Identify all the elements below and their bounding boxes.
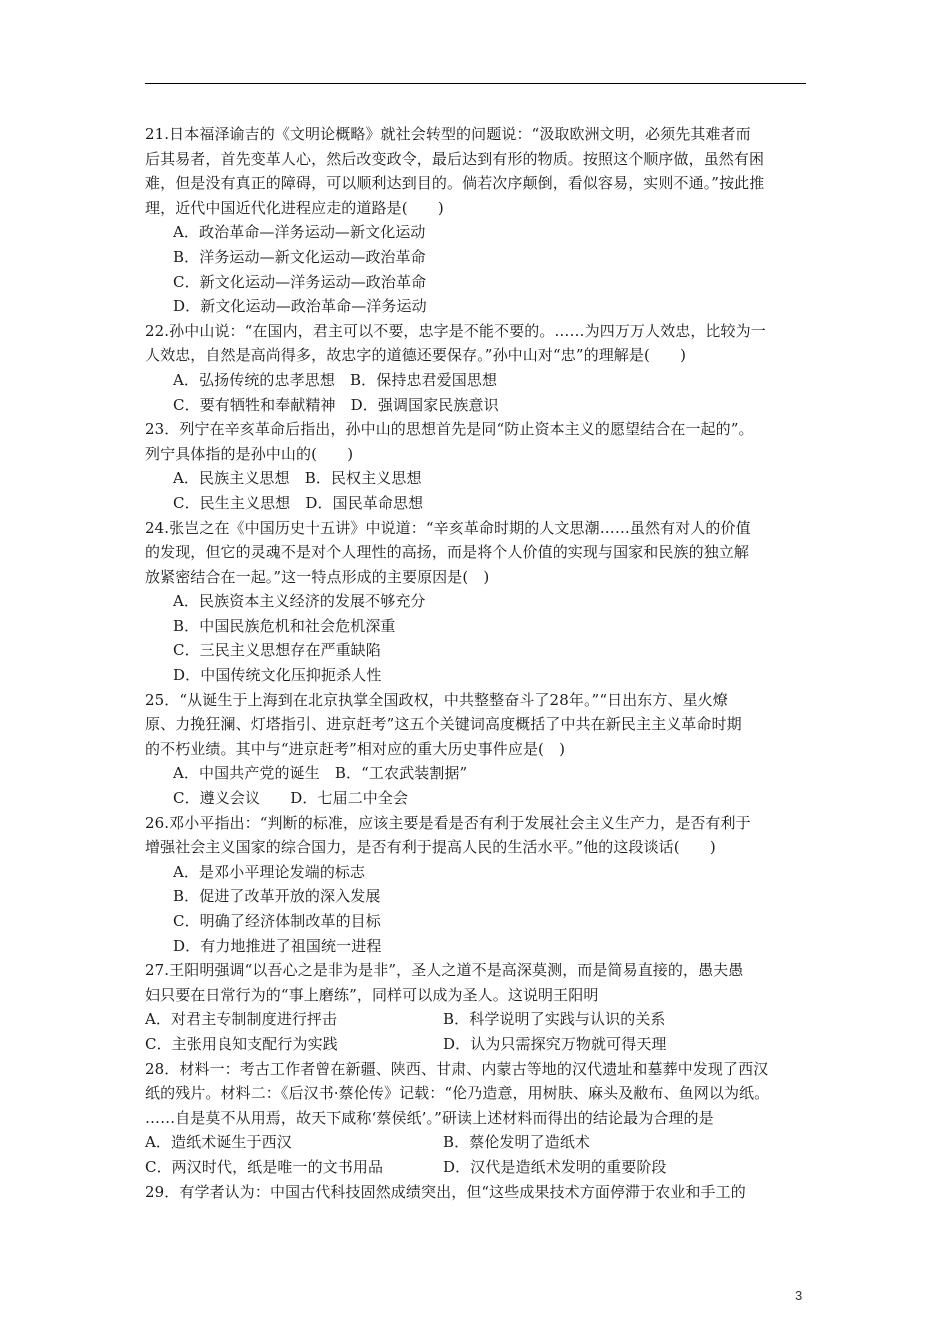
option-row: A．弘扬传统的忠孝思想 B．保持忠君爱国思想 [173, 370, 498, 389]
question-23 [145, 417, 809, 515]
option-c: C．明确了经济体制改革的目标 [173, 912, 381, 930]
option-c: C．主张用良知支配行为实践 [145, 1034, 338, 1053]
question-29 [145, 1180, 809, 1205]
option-a: A．政治革命—洋务运动—新文化运动 [173, 223, 426, 242]
option-d: D．有力地推进了祖国统一进程 [173, 936, 382, 955]
question-stem-line: 理，近代中国近代化进程应走的道路是( ) [145, 198, 444, 217]
question-stem-line: 22.孙中山说：“在国内，君主可以不要，忠字是不能不要的。……为四万万人效忠，比较为一 [145, 321, 766, 340]
option-a: A．民族资本主义经济的发展不够充分 [173, 592, 426, 611]
option-row: A．中国共产党的诞生 B．“工农武装割据” [173, 764, 468, 783]
option-row [145, 1130, 809, 1155]
question-stem-line: 的发现，但它的灵魂不是对个人理性的高扬，而是将个人价值的实现与国家和民族的独立解 [145, 543, 750, 562]
question-stem-line: 人效忠，自然是高尚得多，故忠字的道德还要保存。”孙中山对“忠”的理解是( ) [145, 346, 687, 365]
question-stem-line: 29．有学者认为：中国古代科技固然成绩突出，但“这些成果技术方面停滞于农业和手工的 [145, 1182, 746, 1201]
question-list [145, 122, 809, 1204]
question-stem-line: 27.王阳明强调“以吾心之是非为是非”，圣人之道不是高深莫测，而是简易直接的，愚夫愚 [145, 961, 744, 980]
option-d: D．汉代是造纸术发明的重要阶段 [443, 1157, 667, 1176]
question-stem-line: 放紧密结合在一起。”这一特点形成的主要原因是( ) [145, 567, 490, 586]
question-22 [145, 319, 809, 417]
option-d: D．新文化运动—政治革命—洋务运动 [173, 297, 427, 316]
page-number: 3 [795, 1288, 803, 1303]
option-c: C．三民主义思想存在严重缺陷 [173, 641, 381, 660]
option-row [145, 1155, 809, 1180]
question-26 [145, 811, 809, 959]
question-stem-line: 21.日本福泽谕吉的《文明论概略》就社会转型的问题说：“汲取欧洲文明，必须先其难者而 [145, 125, 751, 143]
question-stem-line: 26.邓小平指出：“判断的标准，应该主要是看是否有利于发展社会主义生产力，是否有利于 [145, 813, 751, 832]
question-stem-line: 的不朽业绩。其中与“进京赶考”相对应的重大历史事件应是( ) [145, 739, 566, 758]
option-d: D．认为只需探究万物就可得天理 [443, 1034, 667, 1053]
question-stem-line: 原、力挽狂澜、灯塔指引、进京赶考”这五个关键词高度概括了中共在新民主主义革命时期 [145, 715, 742, 734]
option-row [145, 1032, 809, 1057]
question-stem-line: 难，但是没有真正的障碍，可以顺利达到目的。倘若次序颠倒，看似容易，实则不通。”按此推 [145, 174, 765, 193]
option-b: B．科学说明了实践与认识的关系 [443, 1010, 666, 1029]
question-stem-line: 列宁具体指的是孙中山的( ) [145, 444, 354, 463]
option-row [145, 1007, 809, 1032]
option-d: D．中国传统文化压抑扼杀人性 [173, 666, 382, 685]
question-27 [145, 958, 809, 1056]
option-a: A．是邓小平理论发端的标志 [173, 862, 366, 881]
option-a: A．造纸术诞生于西汉 [145, 1133, 292, 1152]
question-stem-line: 25．“从诞生于上海到在北京执掌全国政权，中共整整奋斗了28年。”“日出东方、星火燎 [145, 690, 728, 709]
option-row: C．民生主义思想 D．国民革命思想 [173, 493, 424, 512]
question-stem-line: 纸的残片。材料二：《后汉书·蔡伦传》记载：“伦乃造意，用树肤、麻头及敝布、鱼网以为纸。 [145, 1084, 770, 1103]
question-28 [145, 1057, 809, 1180]
option-b: B．促进了改革开放的深入发展 [173, 887, 381, 906]
question-stem-line: 23．列宁在辛亥革命后指出，孙中山的思想首先是同“防止资本主义的愿望结合在一起的”。 [145, 420, 754, 439]
option-a: A．对君主专制制度进行抨击 [145, 1010, 338, 1029]
option-b: B．蔡伦发明了造纸术 [443, 1133, 591, 1152]
option-b: B．洋务运动—新文化运动—政治革命 [173, 247, 426, 266]
question-stem-line: 增强社会主义国家的综合国力，是否有利于提高人民的生活水平。”他的这段谈话( ) [145, 838, 716, 857]
option-row: C．要有牺牲和奉献精神 D．强调国家民族意识 [173, 395, 499, 414]
question-stem-line: 28．材料一：考古工作者曾在新疆、陕西、甘肃、内蒙古等地的汉代遗址和墓葬中发现了西汉 [145, 1059, 769, 1078]
option-row: A．民族主义思想 B．民权主义思想 [173, 469, 422, 488]
question-24 [145, 516, 809, 688]
option-c: C．两汉时代，纸是唯一的文书用品 [145, 1157, 384, 1176]
question-stem-line: ……自是莫不从用焉，故天下咸称‘蔡侯纸’。”研读上述材料而得出的结论最为合理的是 [145, 1108, 714, 1127]
question-stem-line: 妇只要在日常行为的“事上磨练”，同样可以成为圣人。这说明王阳明 [145, 985, 599, 1004]
question-25 [145, 688, 809, 811]
question-21 [145, 122, 809, 319]
option-c: C．新文化运动—洋务运动—政治革命 [173, 272, 427, 291]
header-rule [145, 83, 806, 84]
question-stem-line: 24.张岂之在《中国历史十五讲》中说道：“辛亥革命时期的人文思潮……虽然有对人的价值 [145, 518, 751, 537]
question-stem-line: 后其易者，首先变革人心，然后改变政令，最后达到有形的物质。按照这个顺序做，虽然有困 [145, 149, 765, 168]
option-row: C．遵义会议 D．七届二中全会 [173, 789, 409, 808]
option-b: B．中国民族危机和社会危机深重 [173, 616, 396, 635]
